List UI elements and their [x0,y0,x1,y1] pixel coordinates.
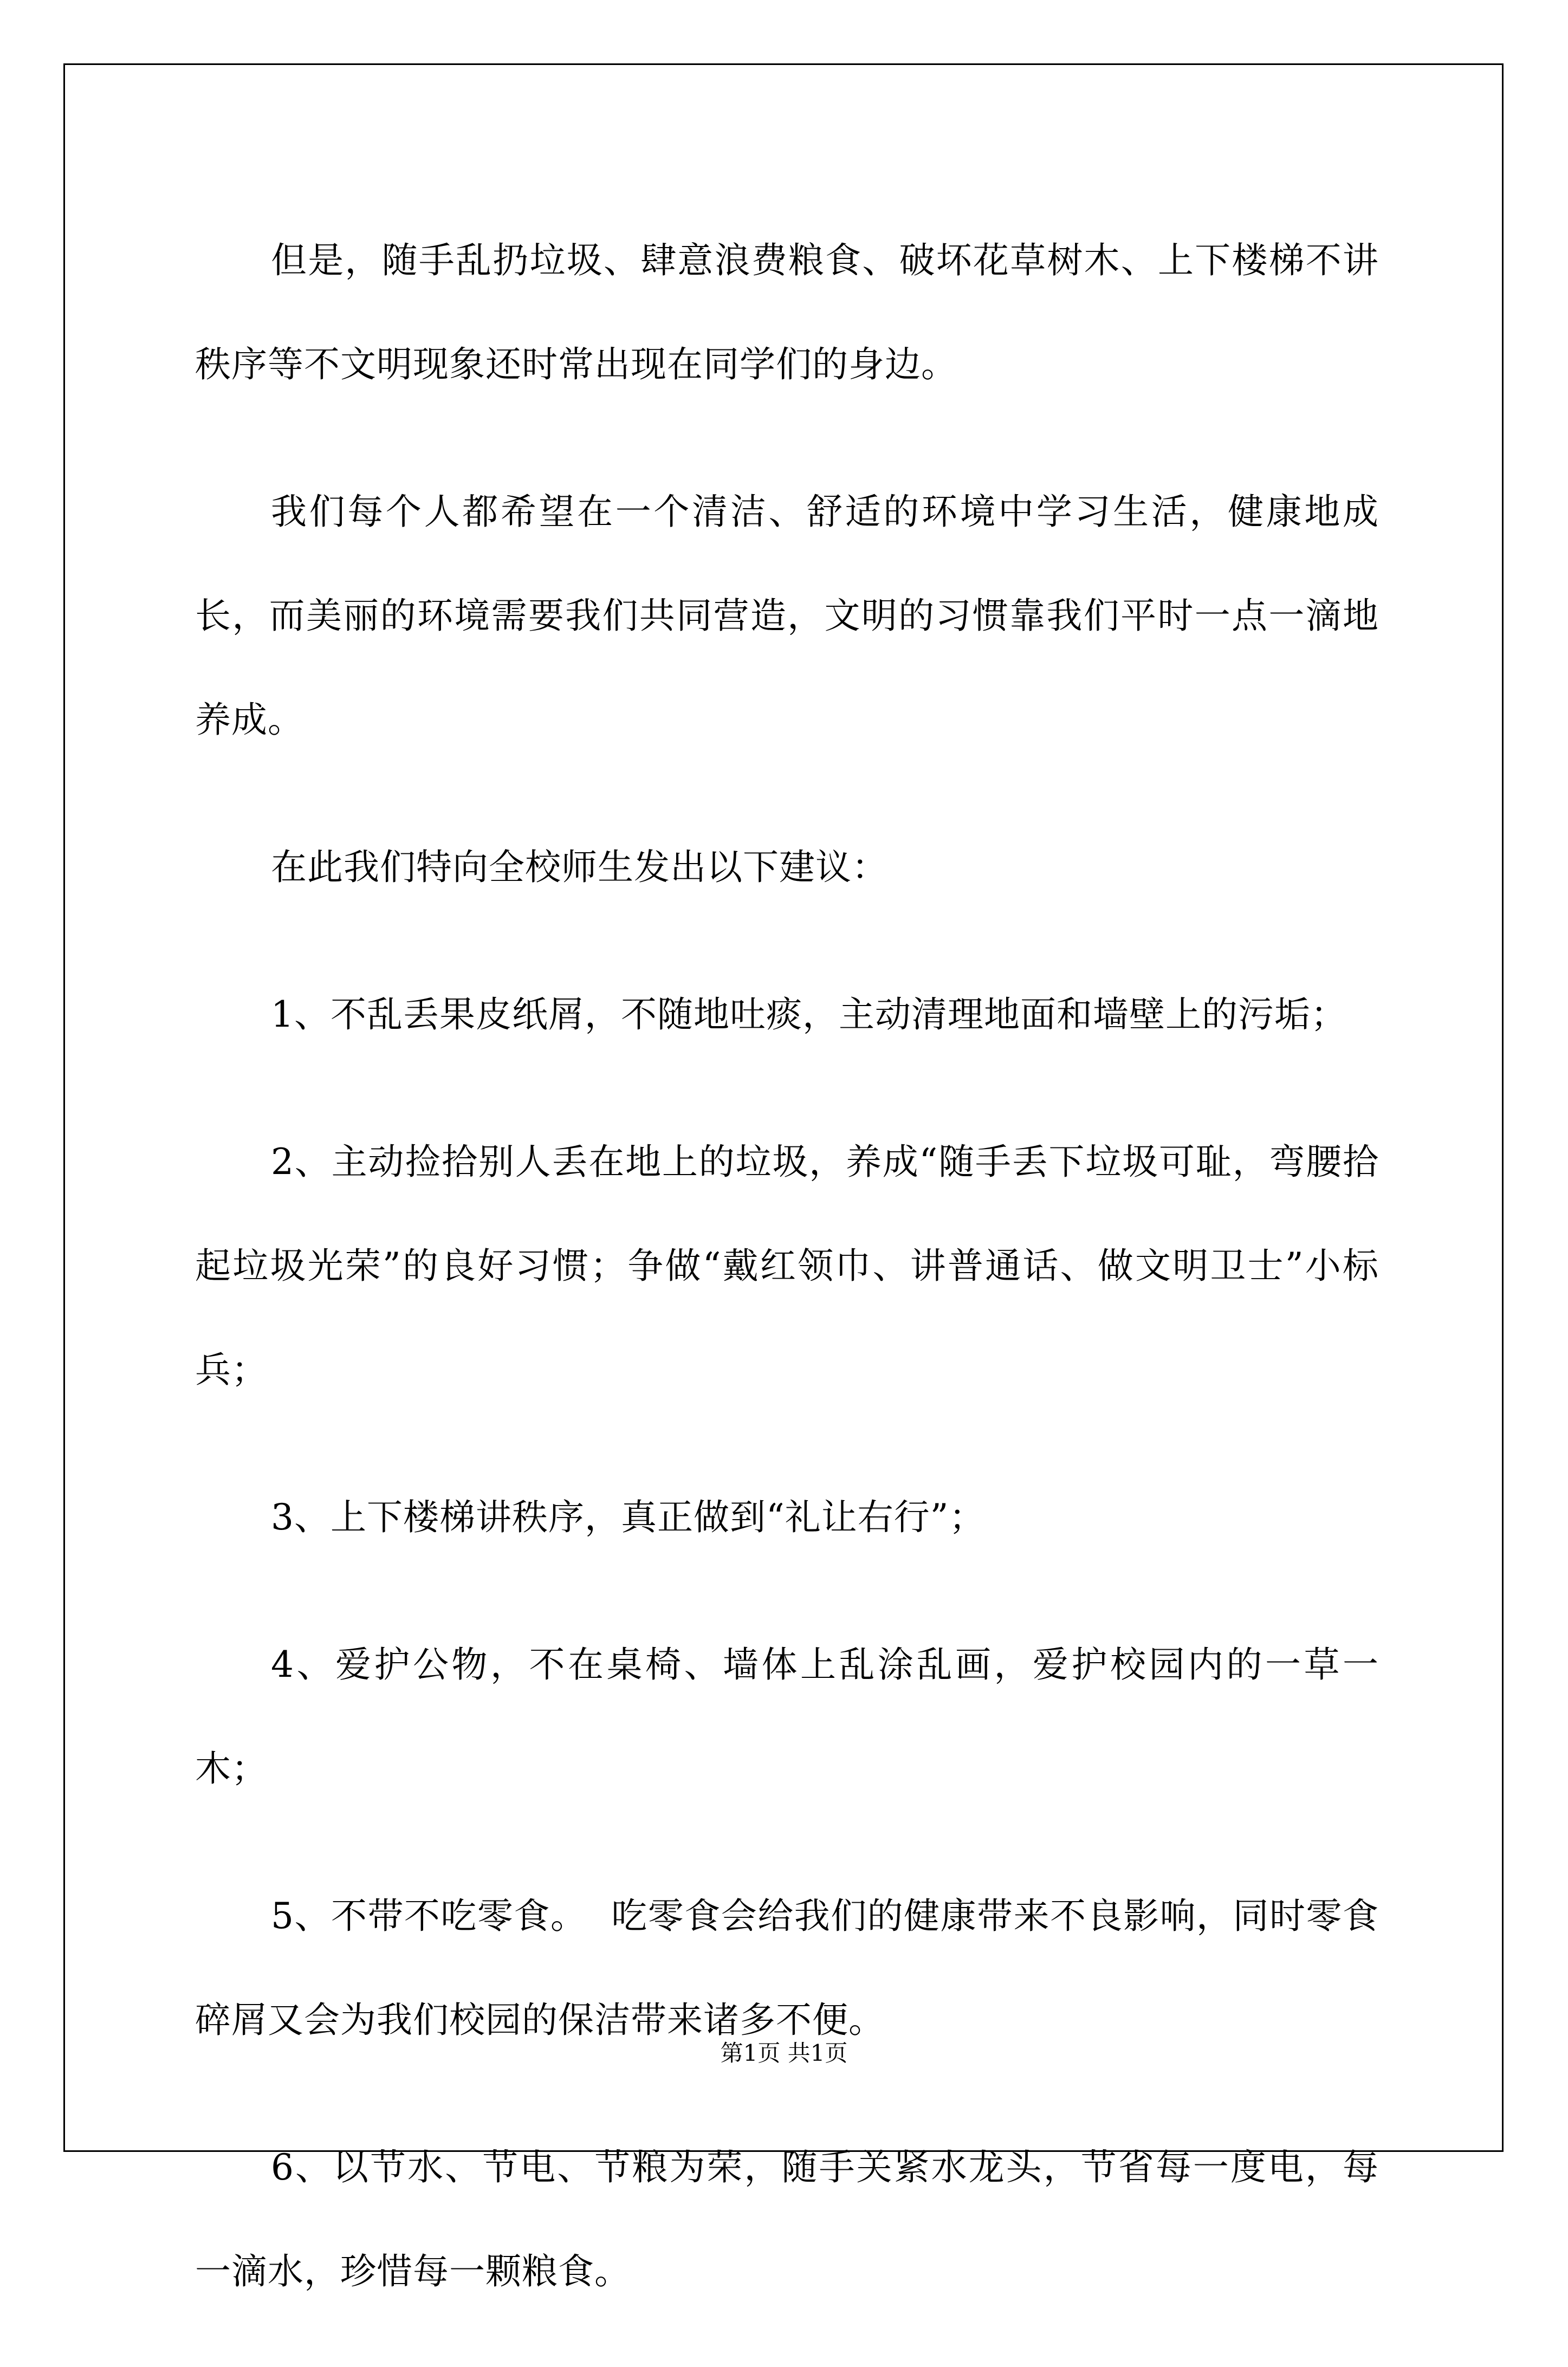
paragraph-8: 5、不带不吃零食。 吃零食会给我们的健康带来不良影响，同时零食碎屑又会为我们校园的保洁带来诸多不便。 [195,1895,1379,2041]
paragraph-7: 4、爱护公物，不在桌椅、墙体上乱涂乱画，爱护校园内的一草一木； [195,1644,1379,1789]
paragraph-2: 我们每个人都希望在一个清洁、舒适的环境中学习生活，健康地成长，而美丽的环境需要我们共同营造，文明的习惯靠我们平时一点一滴地养成。 [195,491,1379,741]
paragraph-1: 但是，随手乱扔垃圾、肆意浪费粮食、破坏花草树木、上下楼梯不讲秩序等不文明现象还时常出现在同学们的身边。 [195,239,1379,385]
paragraph-3: 在此我们特向全校师生发出以下建议： [271,846,888,888]
page-footer: 第1页 共1页 [720,2040,848,2066]
paragraph-9: 6、以节水、节电、节粮为荣，随手关紧水龙头，节省每一度电，每一滴水，珍惜每一颗粮食。 [195,2146,1379,2292]
paragraph-5: 2、主动捡拾别人丢在地上的垃圾，养成“随手丢下垃圾可耻，弯腰拾起垃圾光荣”的良好习惯；争做“戴红领巾、讲普通话、做文明卫士”小标兵； [195,1141,1379,1391]
paragraph-4: 1、不乱丢果皮纸屑，不随地吐痰，主动清理地面和墙壁上的污垢； [271,994,1347,1035]
paragraph-6: 3、上下楼梯讲秩序，真正做到“礼让右行”； [271,1496,986,1538]
